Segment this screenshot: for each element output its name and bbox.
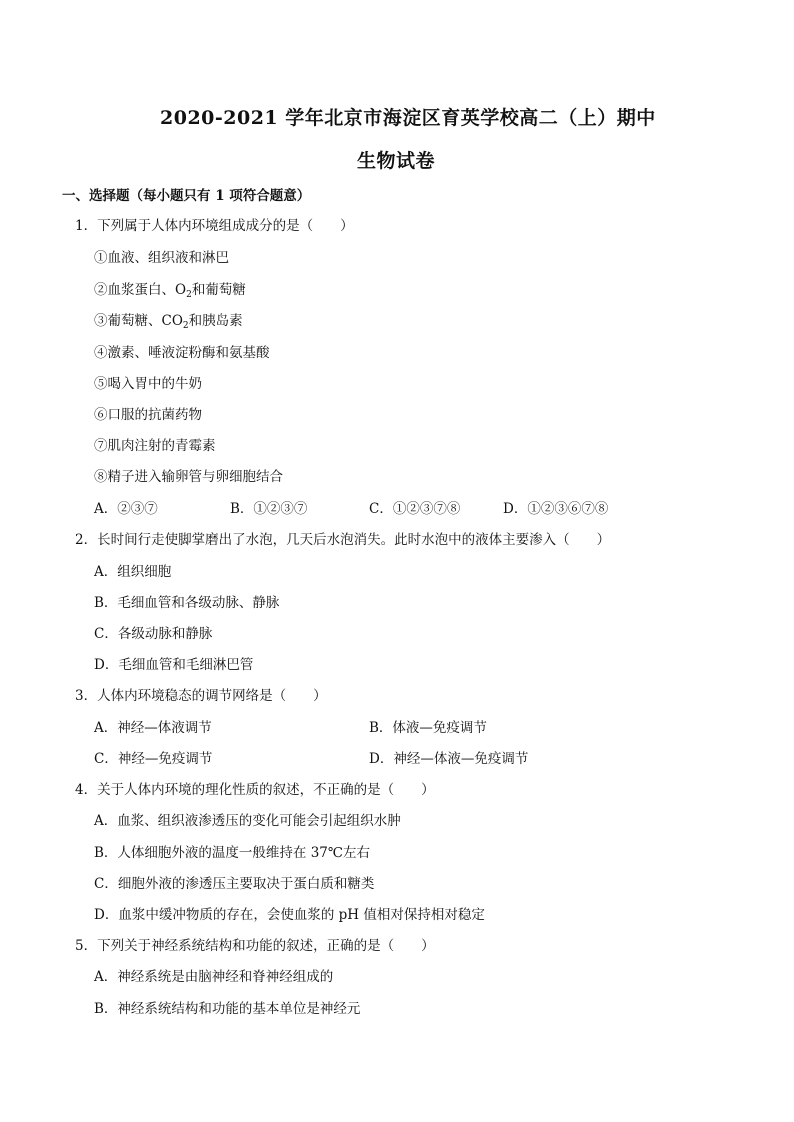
q3-option-d: D．神经—体液—免疫调节	[369, 751, 529, 767]
q1-item-4: ④激素、唾液淀粉酶和氨基酸	[94, 345, 270, 361]
q1-item-3: ③葡萄糖、$CO_2$和胰岛素	[94, 313, 243, 331]
q1-option-b: B．①②③⑦	[230, 501, 308, 517]
q2-option-d: D．毛细血管和毛细淋巴管	[94, 657, 254, 673]
q4-option-c: C．细胞外液的渗透压主要取决于蛋白质和糖类	[94, 876, 375, 892]
q1-option-d: D．①②③⑥⑦⑧	[503, 501, 609, 517]
question-3-stem: 3．人体内环境稳态的调节网络是（ ）	[75, 688, 327, 704]
q1-item-8: ⑧精子进入输卵管与卵细胞结合	[94, 469, 283, 485]
q1-item-6: ⑥口服的抗菌药物	[94, 407, 202, 423]
q5-option-a: A．神经系统是由脑神经和脊神经组成的	[94, 969, 334, 985]
section-heading: 一、选择题（每小题只有 1 项符合题意）	[62, 188, 311, 204]
q3-option-a: A．神经—体液调节	[94, 720, 212, 736]
q1-item-1: ①血液、组织液和淋巴	[94, 250, 229, 266]
exam-title-line2: 生物试卷	[357, 150, 436, 172]
q4-option-b: B．人体细胞外液的温度一般维持在 37℃左右	[94, 845, 370, 861]
q1-item-5: ⑤喝入胃中的牛奶	[94, 376, 202, 392]
q1-item-7: ⑦肌肉注射的青霉素	[94, 438, 216, 454]
q1-item-2: ②血浆蛋白、$O_2$和葡萄糖	[94, 282, 246, 300]
q4-option-d: D．血浆中缓冲物质的存在，会使血浆的 pH 值相对保持相对稳定	[94, 907, 485, 923]
question-5-stem: 5．下列关于神经系统结构和功能的叙述，正确的是（ ）	[75, 938, 435, 954]
q1-option-c: C．①②③⑦⑧	[369, 501, 461, 517]
question-1-stem: 1．下列属于人体内环境组成成分的是（ ）	[75, 218, 354, 234]
question-2-stem: 2．长时间行走使脚掌磨出了水泡，几天后水泡消失。此时水泡中的液体主要渗入（ ）	[75, 532, 611, 548]
q3-option-c: C．神经—免疫调节	[94, 751, 213, 767]
q2-option-c: C．各级动脉和静脉	[94, 626, 213, 642]
exam-title-line1: 2020-2021 学年北京市海淀区育英学校高二（上）期中	[160, 107, 656, 129]
question-4-stem: 4．关于人体内环境的理化性质的叙述，不正确的是（ ）	[75, 782, 435, 798]
q1-option-a: A．②③⑦	[94, 501, 158, 517]
q3-option-b: B．体液—免疫调节	[369, 720, 487, 736]
q4-option-a: A．血浆、组织液渗透压的变化可能会引起组织水肿	[94, 813, 401, 829]
q2-option-a: A．组织细胞	[94, 564, 172, 580]
q2-option-b: B．毛细血管和各级动脉、静脉	[94, 595, 280, 611]
q5-option-b: B．神经系统结构和功能的基本单位是神经元	[94, 1001, 361, 1017]
